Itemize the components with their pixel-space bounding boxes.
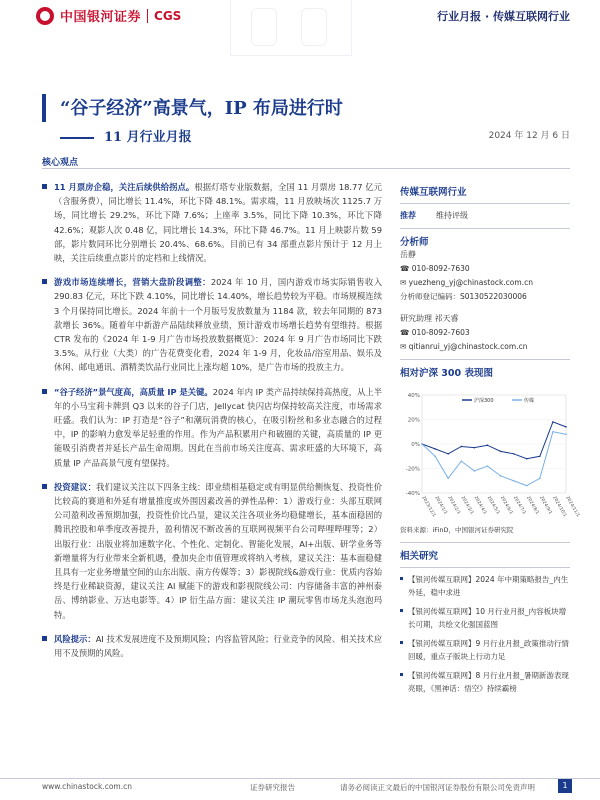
x-tick-label: 2024/1/1 <box>433 495 448 516</box>
legend-label: 沪深300 <box>474 398 494 404</box>
page-title: “谷子经济”高景气，IP 布局进行时 <box>60 98 343 119</box>
page-subtitle <box>60 126 192 145</box>
related-item[interactable]: 【银河传媒互联网】10 月行业月报_内容板块增长可期，共绘文化强国蓝图 <box>400 605 570 631</box>
footer-website[interactable]: www.chinastock.com.cn <box>42 782 132 791</box>
analyst-name: 岳静 <box>400 250 416 259</box>
paragraph-investment: 投资建议：我们建议关注以下四条主线：即业绩相基稳定或有明显供给侧恢复、投资性价比较高的赛道和外延有增量推度或外围因素改善的弹性品种：1）游戏行业：头部互联网公司盈利改善预期加强，投资性价比凸显，建议关注各项业务均稳健增长，基本面稳固的腾讯控股和单季度改善提升，盈利情况不断改善的互联网视频平台公司哔哩哔哩等；2）出版行业：出版业将加速数字化、个性化、定制化、智能化发展，AI+出版、研学业务等新增量将为行业带来全新机遇，叠加央企市值管理或将纳入考核，建议关注：基本面稳健且具有一定业务增量空间的山东出版、南方传媒等；3）影视院线&游戏行业：优质内容始终是行业稀缺资源，建议关注 AI 赋能下的游戏和影视院线公司：内容储备丰富的神州泰岳、博纳影业、万达电影等。4）IP 衍生品方面：建议关注 IP 潮玩零售市场龙头泡泡玛特。 <box>42 480 382 622</box>
series-line-1 <box>422 432 566 486</box>
subtitle-dash <box>60 137 94 139</box>
analyst-phone: ☎ 010-8092-7630 <box>400 264 470 273</box>
data-point <box>526 485 528 487</box>
subtitle-text: 11 月行业月报 <box>104 130 192 145</box>
data-point <box>500 451 502 453</box>
data-point <box>552 421 554 423</box>
phone-icon: ☎ <box>400 328 412 337</box>
data-point <box>500 475 502 477</box>
assistant-name: 研究助理 祁天睿 <box>400 314 459 323</box>
rating-label: 推荐 <box>400 211 416 220</box>
data-point <box>552 431 554 433</box>
footer-label: 证券研究报告 <box>250 783 295 792</box>
related-item[interactable]: 【银河传媒互联网】8 月行业月报_暑期新游表现亮眼，《黑神话：悟空》持续霸榜 <box>400 669 570 695</box>
industry-name: 传媒互联网行业 <box>400 187 467 198</box>
x-tick-label: 2024/6/1 <box>498 495 514 516</box>
x-tick-label: 2024/7/1 <box>511 495 527 516</box>
x-tick-label: 2024/10/1 <box>551 495 568 518</box>
phone-icon: ☎ <box>400 264 412 273</box>
related-item[interactable]: 【银河传媒互联网】9 月行业月报_政策推动行情回暖，重点子版块上行动力足 <box>400 637 570 663</box>
analyst-cert: 分析师登记编码：S0130522030006 <box>400 292 527 301</box>
data-point <box>474 470 476 472</box>
data-point <box>565 433 567 435</box>
footer-divider <box>0 778 600 779</box>
data-point <box>513 453 515 455</box>
y-tick-label: 40% <box>407 393 420 399</box>
data-point <box>447 453 449 455</box>
assistant-phone: ☎ 010-8092-7603 <box>400 328 470 337</box>
paragraph-risk: 风险提示：AI 技术发展进度不及预期风险；内容监管风险；行业竞争的风险、相关技术应用不及预期的风险。 <box>42 632 382 660</box>
sidebar-divider <box>400 228 570 229</box>
brand-logo <box>36 6 181 25</box>
logo-icon <box>36 7 54 25</box>
paragraph-games: 游戏市场连续增长，营销大盘阶段调整：2024 年 10 月，国内游戏市场实际销售收入 290.83 亿元，环比下跌 4.10%，同比增长 14.40%，增长趋势较为平稳。市场规模连续 3 个月保持同比增长。2024 年前十一个月版号发放数量为 1184 款，较去年同期的 873 款增长 36%。随着年中新游产品陆续释放业绩，预计游戏市场增长趋势有望维持。根据 CTR 发布的《2024 年 1-9 月广告市场投放数据概览》：2024 年 9 月广告市场同比下跌 3.5%。从行业（大类）的广告花费变化看，2024 年 1-9 月，化妆品/浴室用品、娱乐及休闲、邮电通讯、酒精类饮品行业同比上涨均超 10%，是广告市场的投放主力。 <box>42 275 382 374</box>
x-tick-label: 2024/9/1 <box>538 495 553 516</box>
analyst-email: ✉ yuezheng_yj@chinastock.com.cn <box>400 278 533 287</box>
report-date: 2024 年 12 月 6 日 <box>488 131 570 141</box>
email-icon: ✉ <box>400 342 409 351</box>
x-tick-label: 2024/3/1 <box>459 495 474 516</box>
x-tick-label: 2024/4/1 <box>472 495 488 516</box>
x-tick-label: 2024/8/1 <box>524 495 540 516</box>
core-viewpoints <box>42 180 382 670</box>
x-tick-label: 2024/2/1 <box>446 495 461 516</box>
footer-disclaimer: 请务必阅读正文最后的中国银河证券股份有限公司免责声明 <box>340 783 535 792</box>
data-point <box>513 480 515 482</box>
x-tick-label: 2024/11/1 <box>564 495 581 518</box>
data-point <box>474 447 476 449</box>
legend-label: 传媒 <box>524 398 535 404</box>
logo-cgs: CGS <box>154 8 182 23</box>
data-point <box>487 444 489 446</box>
y-tick-label: -20% <box>405 466 420 473</box>
data-point <box>487 465 489 467</box>
y-tick-label: 0% <box>411 442 420 448</box>
sidebar-divider <box>400 542 570 543</box>
top-bar <box>0 0 600 40</box>
title-accent-bar <box>42 94 46 122</box>
sidebar-divider <box>400 359 570 360</box>
data-point <box>460 446 462 448</box>
x-tick-label: 2023/12/1 <box>420 495 437 518</box>
logo-text: 中国银河证券 <box>60 10 142 25</box>
data-point <box>460 460 462 462</box>
chart-svg <box>400 383 581 523</box>
email-icon: ✉ <box>400 278 409 287</box>
related-heading: 相关研究 <box>400 551 439 562</box>
rating-row <box>400 209 570 223</box>
data-point <box>421 443 423 445</box>
y-tick-label: 20% <box>407 417 420 424</box>
section-divider <box>42 168 570 169</box>
y-tick-label: -40% <box>405 491 420 497</box>
rating-value: 维持评级 <box>436 211 468 220</box>
series-line-0 <box>422 422 566 459</box>
paragraph-box-office: 11 月票房企稳，关注后续供给拐点。根据灯塔专业版数据，全国 11 月票房 18.77 亿元（含服务费），同比增长 11.4%，环比下降 48.1%。需求端，11 月放映场次 1125.7 万场，同比增长 29.2%，环比下降 7.6%；上座率 3.5%，同比下降 10.3%，环比下降 42.6%；观影人次 0.48 亿，同比增长 14.3%，环比下降 46.7%。11 月上映影片数 59 部，影片数同环比分别增长 20.4%、68.6%。目前已有 34 部重点影片预计于 12 月上映，关注后续重点影片的定档和上线情况。 <box>42 180 382 265</box>
data-point <box>565 426 567 428</box>
relative-performance-chart <box>400 383 581 523</box>
assistant-email: ✉ qitianrui_yj@chinastock.com.cn <box>400 342 528 351</box>
x-tick-label: 2024/5/1 <box>485 495 501 516</box>
data-point <box>539 455 541 457</box>
data-point <box>434 448 436 450</box>
sidebar-divider <box>400 567 570 568</box>
report-category: 行业月报 · 传媒互联网行业 <box>437 10 570 23</box>
page-number: 1 <box>558 779 572 793</box>
header-decoration <box>230 0 352 56</box>
data-point <box>539 478 541 480</box>
chart-title: 相对沪深 300 表现图 <box>400 368 493 379</box>
data-point <box>434 455 436 457</box>
chart-source: 资料来源：iFinD，中国银河证券研究院 <box>400 526 514 534</box>
sidebar <box>400 180 581 701</box>
paragraph-guzi: “谷子经济”景气度高，高质量 IP 是关键。2024 年内 IP 类产品持续保持高热度，从上半年的小马宝莉卡牌到 Q3 以来的谷子门店，Jellycat 快闪店均保持较高关注度，市场需求旺盛。我们认为：IP 打造是“谷子”和潮玩消费的核心，在吸引粉丝和多业态融合的过程中，IP 的影响力愈发举足轻重的作用。作为产品积累用户和破圈的关键，高质量的 IP 更能吸引消费者并延长产品生命周期。因此在当前市场关注度高、需求旺盛的大环境下，高质量 IP 产品高景气度有望保持。 <box>42 385 382 470</box>
data-point <box>447 478 449 480</box>
section-label: 核心观点 <box>42 158 79 168</box>
sidebar-divider <box>400 203 570 204</box>
related-item[interactable]: 【银河传媒互联网】2024 年中期策略报告_内生外延，稳中求进 <box>400 573 570 599</box>
analyst-heading: 分析师 <box>400 237 429 248</box>
logo-divider <box>147 9 148 23</box>
data-point <box>526 458 528 460</box>
